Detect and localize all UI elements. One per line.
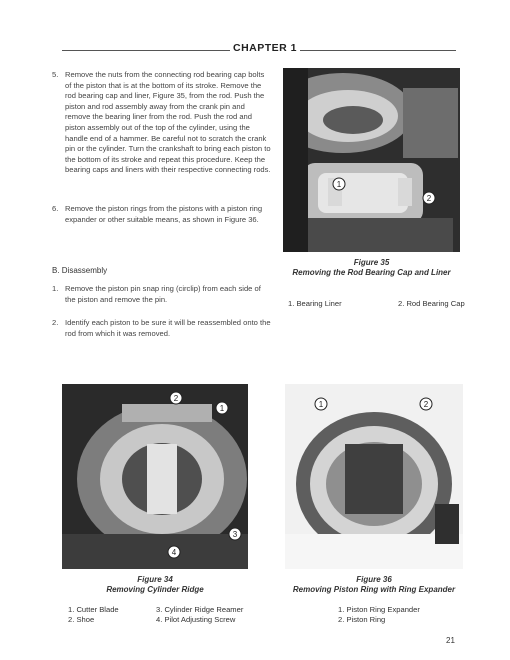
- step-text: Remove the piston pin snap ring (circlip) from each side of the piston and remove the pin.: [65, 284, 261, 304]
- svg-text:1: 1: [219, 404, 225, 413]
- figure-35-photo: [283, 68, 460, 252]
- step-number: 5.: [52, 70, 59, 79]
- figure-36-legend-2: 2. Piston Ring: [338, 615, 386, 624]
- callout-2: [170, 392, 182, 404]
- figure-34-label: Figure 34: [137, 575, 173, 584]
- section-heading: B. Disassembly: [52, 266, 108, 275]
- figure-35-legend-1: 1. Bearing Liner: [288, 299, 342, 308]
- figure-36-photo: [285, 384, 463, 569]
- step-text: Remove the piston rings from the pistons with a piston ring expander or other suitable means, as shown in Figure 36.: [65, 204, 263, 224]
- callout-2: [420, 398, 432, 410]
- callout-1: [216, 402, 228, 414]
- callout-1: [333, 178, 345, 190]
- svg-text:4: 4: [171, 548, 177, 557]
- callout-1: [315, 398, 327, 410]
- callout-3: [229, 528, 241, 540]
- svg-text:3: 3: [232, 530, 238, 539]
- svg-text:1: 1: [318, 400, 324, 409]
- step-number: 6.: [52, 204, 59, 213]
- figure-34-legend-1: 1. Cutter Blade: [68, 605, 119, 614]
- figure-36-legend-1: 1. Piston Ring Expander: [338, 605, 420, 614]
- header-rule-right: [300, 50, 456, 51]
- figure-35-legend-2: 2. Rod Bearing Cap: [398, 299, 465, 308]
- step-5: [52, 70, 274, 195]
- step-number: 2.: [52, 318, 59, 327]
- figure-34-photo: [62, 384, 248, 569]
- figure-34-title: Removing Cylinder Ridge: [106, 585, 204, 594]
- svg-text:1: 1: [336, 180, 342, 189]
- header-rule-left: [62, 50, 230, 51]
- figure-36-title: Removing Piston Ring with Ring Expander: [292, 585, 456, 594]
- page-number: 21: [446, 636, 455, 645]
- callout-4: [168, 546, 180, 558]
- step-6: [52, 204, 274, 240]
- figure-34-legend-4: 4. Pilot Adjusting Screw: [156, 615, 236, 624]
- figure-36-label: Figure 36: [356, 575, 392, 584]
- figure-34-legend-2: 2. Shoe: [68, 615, 95, 624]
- svg-text:2: 2: [426, 194, 432, 203]
- callout-2: [423, 192, 435, 204]
- step-text: Remove the nuts from the connecting rod bearing cap bolts of the piston that is at the bottom of its stroke. Remove the rod bearing cap and liner, Figure 35, from the rod. Push the piston and rod assembly away from the crank pin and remove the bearing liner from the rod. Push the rod and piston assembly out of the top of the cylinder, using the handle end of a hammer. Be careful not to scratch the crank pin or the cylinder. Turn the crankshaft to bring each piston to the bottom of its stroke and repeat this procedure. Keep the bearing caps and liners with their respective connecting rods.: [65, 70, 271, 175]
- step-text: Identify each piston to be sure it will be reassembled onto the rod from which it was removed.: [65, 318, 271, 338]
- svg-text:2: 2: [173, 394, 179, 403]
- figure-34-legend-3: 3. Cylinder Ridge Reamer: [156, 605, 244, 614]
- disassembly-step-2: [52, 318, 274, 354]
- step-number: 1.: [52, 284, 59, 293]
- svg-text:2: 2: [423, 400, 429, 409]
- chapter-title: CHAPTER 1: [232, 42, 297, 54]
- figure-35-title: Removing the Rod Bearing Cap and Liner: [292, 268, 451, 277]
- figure-35-label: Figure 35: [353, 258, 390, 267]
- disassembly-step-1: [52, 284, 274, 310]
